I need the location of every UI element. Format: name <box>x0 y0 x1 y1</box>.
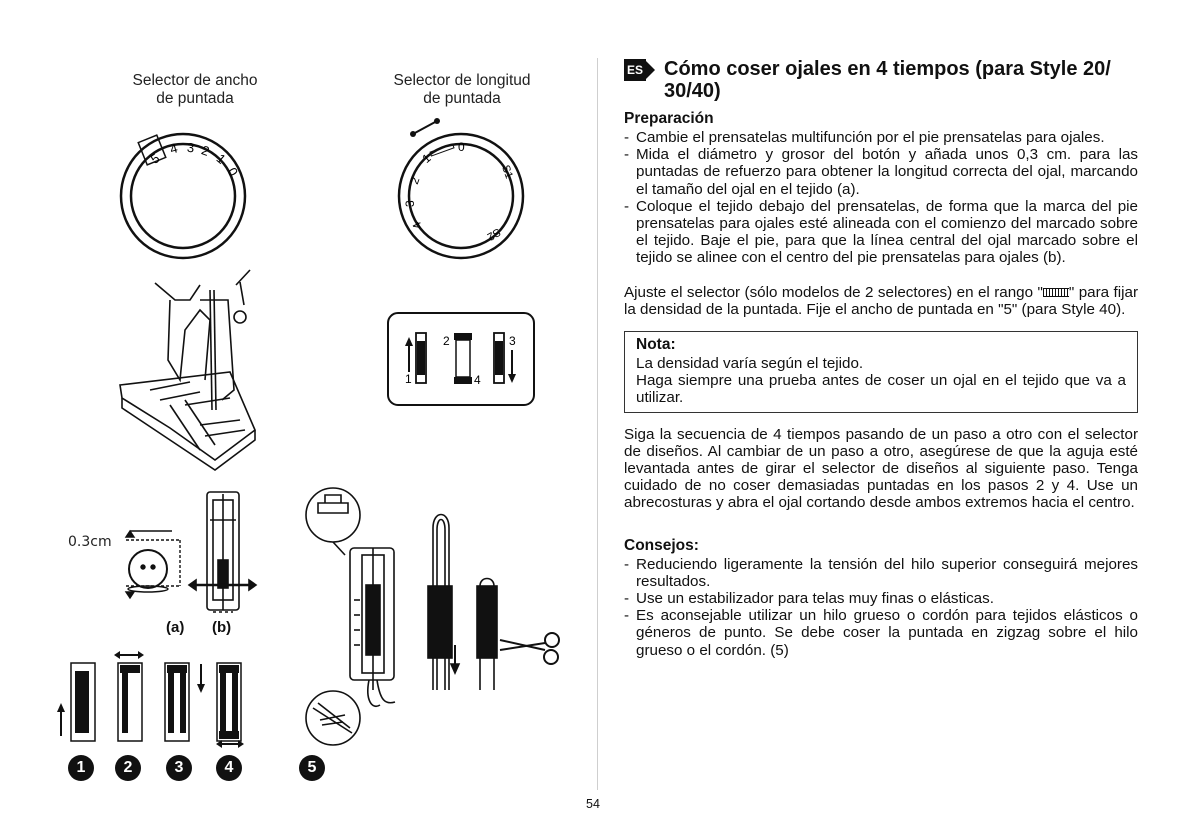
cord-loop-drawing <box>428 515 497 691</box>
section-title-row <box>624 58 1138 102</box>
length-dial-number: 2 <box>407 175 423 187</box>
preparation-heading: Preparación <box>624 110 714 127</box>
step-sample-1 <box>57 663 95 741</box>
length-dial-number: 4 <box>409 219 426 232</box>
stitch-width-dial <box>121 134 245 258</box>
tips-heading: Consejos: <box>624 536 699 554</box>
buttonhole-foot-drawing <box>120 270 255 470</box>
adjust-paragraph <box>624 284 1138 318</box>
width-dial-number: 3 <box>186 139 195 156</box>
adjust-text-start: Ajuste el selector (sólo modelos de 2 selectores) en el rango " <box>624 283 1043 301</box>
label-b: (b) <box>212 619 232 636</box>
tips-list <box>624 556 1138 659</box>
note-heading: Nota: <box>636 336 676 354</box>
step-number-5: 5 <box>299 755 325 781</box>
pattern-number: 1 <box>405 372 412 386</box>
tip-item: - Reduciendo ligeramente la tensión del hilo superior conseguirá mejores resultados. <box>624 556 1138 590</box>
language-badge <box>624 59 656 81</box>
width-dial-number: 0 <box>224 164 242 179</box>
width-dial-number: 4 <box>168 140 180 157</box>
badge-arrow-icon <box>646 61 655 79</box>
width-dial-number: 1 <box>213 150 229 167</box>
step-number-2: 2 <box>115 755 141 781</box>
pattern-number: 4 <box>474 373 481 387</box>
length-dial-number: 3 <box>403 200 417 207</box>
section-title: Cómo coser ojales en 4 tiempos (para Style 20/ 30/40) <box>664 58 1111 102</box>
instructions-column <box>624 58 1138 659</box>
note-line: Haga siempre una prueba antes de coser un ojal en el tejido que va a utilizar. <box>636 372 1126 407</box>
width-dial-number: 2 <box>199 142 212 159</box>
adjust-text-end: " para fijar la densidad de la puntada. Fije el ancho de puntada en "5" (para Style 40). <box>624 283 1139 318</box>
measure-label: 0.3cm <box>68 534 112 550</box>
column-divider <box>597 58 598 790</box>
preparation-list <box>624 129 1138 267</box>
width-dial-label: Selector de ancho de puntada <box>132 72 258 107</box>
note-line: La densidad varía según el tejido. <box>636 355 864 373</box>
length-dial-number: 1 <box>419 150 434 166</box>
length-dial-number: 0 <box>458 140 465 154</box>
step-number-4: 4 <box>216 755 242 781</box>
width-dial-number: 5 <box>147 150 163 167</box>
length-dial-number: S1 <box>499 163 515 181</box>
cord-foot-drawing <box>306 488 395 745</box>
buttonhole-pattern-panel <box>388 313 534 405</box>
preparation-item: - Cambie el prensatelas multifunción por el pie prensatelas para ojales. <box>624 129 1138 146</box>
stitch-density-icon <box>1043 288 1069 297</box>
tip-item: - Es aconsejable utilizar un hilo grueso o cordón para tejidos elásticos o géneros de punto. Se debe coser la puntada en zigzag sobre el hilo grueso o el cordón. (5) <box>624 607 1138 659</box>
length-dial-number: S2 <box>484 225 503 243</box>
sequence-paragraph: Siga la secuencia de 4 tiempos pasando de un paso a otro con el selector de diseños. Al cambiar de un paso a otro, asegúrese de que la aguja esté levantada antes de girar el selector de diseños al siguiente paso. Tenga cuidado de no coser demasiadas puntadas en los pasos 2 y 4. Use un abrecosturas y abra el ojal cortando desde ambos extremos hacia el centro. <box>624 425 1138 512</box>
buttonhole-foot-top-view <box>189 492 256 612</box>
button-measure-drawing <box>126 531 180 598</box>
step-sample-4 <box>216 663 244 748</box>
step-sample-2 <box>114 651 144 741</box>
step-number-1: 1 <box>68 755 94 781</box>
note-box <box>624 331 1138 413</box>
pattern-number: 2 <box>443 334 450 348</box>
tip-item: - Use un estabilizador para telas muy finas o elásticas. <box>624 590 1138 607</box>
preparation-item: - Mida el diámetro y grosor del botón y añada unos 0,3 cm. para las puntadas de refuerzo para obtener la longitud correcta del ojal, marcando el tamaño del ojal en el tejido (a). <box>624 146 1138 198</box>
step-sample-3 <box>165 663 205 741</box>
step-number-3: 3 <box>166 755 192 781</box>
stitch-length-dial <box>399 118 523 258</box>
language-code: ES <box>624 59 646 81</box>
length-dial-label: Selector de longitud de puntada <box>393 72 531 107</box>
scissors-icon <box>500 633 559 664</box>
page-number: 54 <box>586 797 600 811</box>
pattern-number: 3 <box>509 334 516 348</box>
preparation-item: - Coloque el tejido debajo del prensatelas, de forma que la marca del pie prensatelas para ojales esté alineada con el comienzo del marcado sobre el tejido. Baje el pie, para que la línea central del ojal marcado sobre el tejido se alinee con el centro del pie prensatelas para ojales (b). <box>624 198 1138 267</box>
label-a: (a) <box>166 619 185 636</box>
